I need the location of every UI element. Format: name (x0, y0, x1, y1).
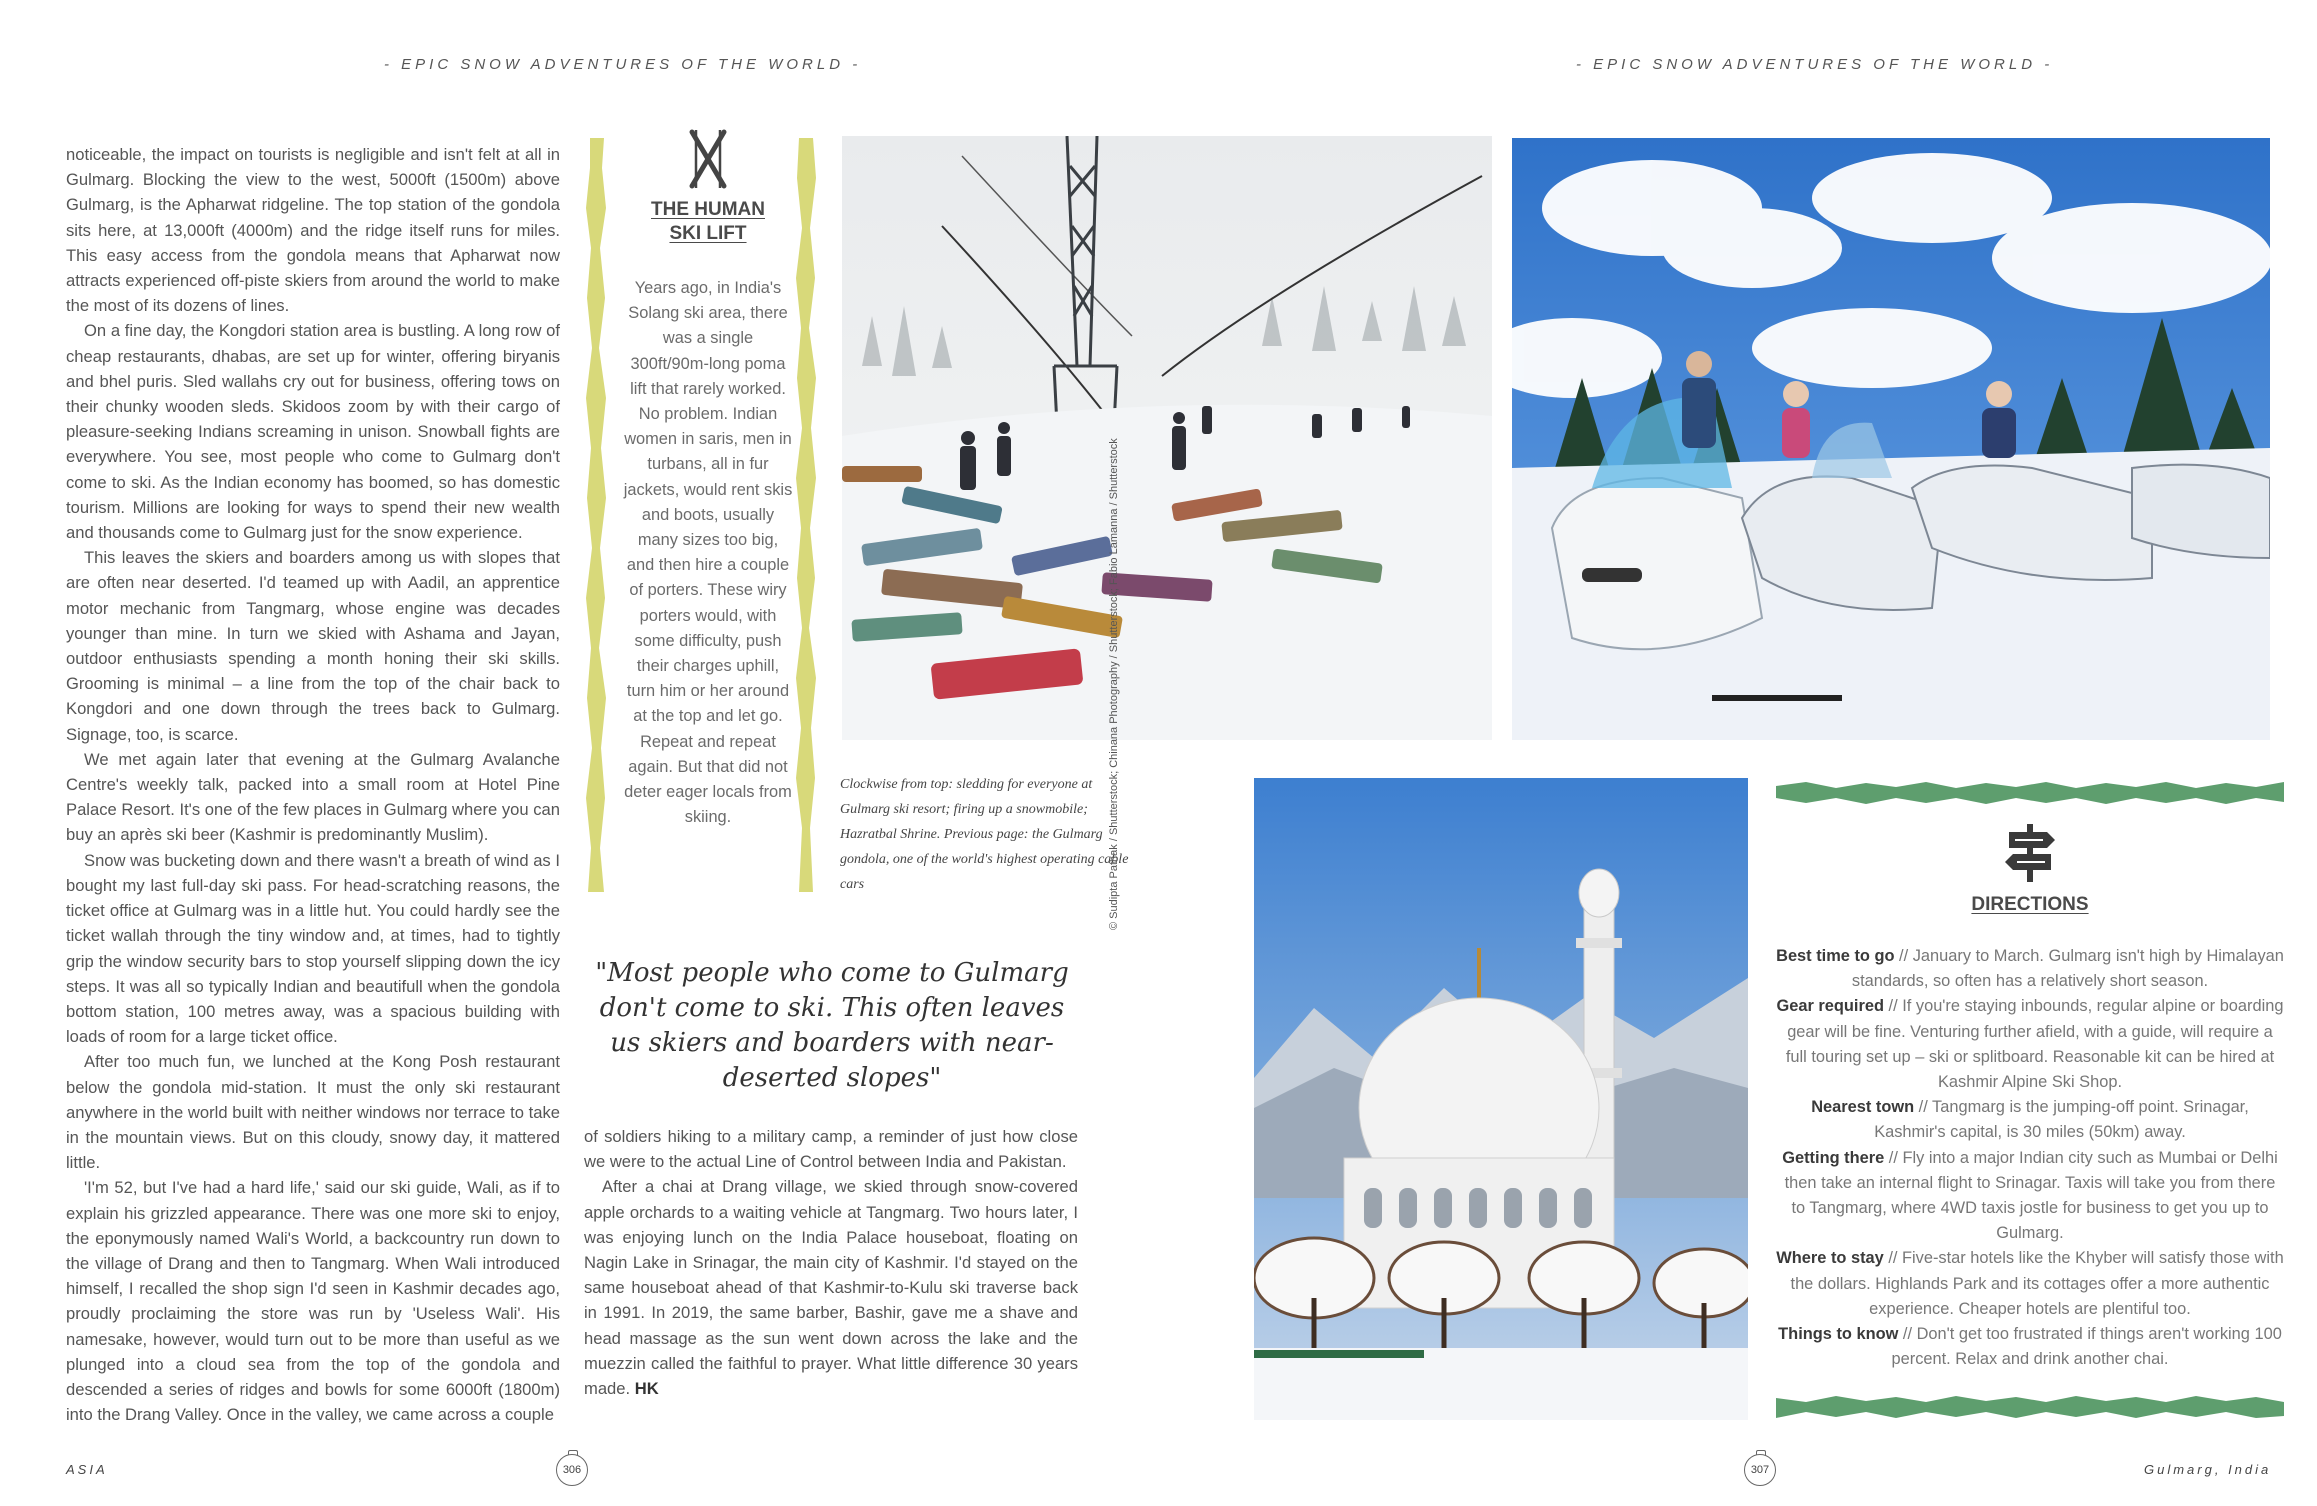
page-number-left: 306 (556, 1454, 588, 1486)
direction-text: // If you're staying inbounds, regular alpine or boarding gear will be fine. Venturing further afield, with a guide, will require a full touring set up – ski or splitboard. Reasonable kit can be hired at Kashmir Alpine Ski Shop. (1785, 997, 2284, 1092)
direction-text: // January to March. Gulmarg isn't high by Himalayan standards, so often has a relatively short season. (1851, 947, 2284, 991)
signpost-icon (2003, 824, 2057, 882)
paragraph: On a fine day, the Kongdori station area is bustling. A long row of cheap restaurants, dhabas, are set up for winter, offering biryanis and bhel puris. Sled wallahs cry out for business, offering tows on their chunky wooden sleds. Skidoos zoom by with their cargo of pleasure-seeking Indians screaming in unison. Snowball fights are everywhere. You see, most people who come to Gulmarg don't come to ski. As the Indian economy has boomed, so has domestic tourism. Millions are looking for ways to spend their new wealth and thousands come to Gulmarg just for the snow experience. (66, 321, 560, 543)
running-head-left: - EPIC SNOW ADVENTURES OF THE WORLD - (384, 56, 862, 73)
direction-item (1776, 1246, 2284, 1322)
direction-label: Things to know (1778, 1325, 1899, 1344)
sidebar-border-left (584, 138, 608, 892)
photo-hazratbal-shrine (1254, 778, 1748, 1420)
directions-border-bottom (1776, 1394, 2284, 1420)
running-head-right: - EPIC SNOW ADVENTURES OF THE WORLD - (1576, 56, 2054, 73)
direction-label: Nearest town (1811, 1098, 1915, 1117)
crossed-skis-icon (608, 128, 808, 192)
direction-label: Gear required (1776, 997, 1884, 1016)
sidebar-title-line: THE HUMAN (651, 199, 765, 220)
paragraph: 'I'm 52, but I've had a hard life,' said our ski guide, Wali, as if to explain his grizzled appearance. There was one more ski to enjoy, the eponymously named Wali's World, a backcountry run down to the village of Drang and then to Tangmarg. When Wali introduced himself, I recalled the shop sign I'd seen in Kashmir decades ago, proudly proclaiming the store was run by 'Useless Wali'. His namesake, however, would turn out to be more than useful as we plunged into a cloud sea from the top of the gondola and descended a series of ridges and bowls for some 6000ft (1800m) into the Drang Valley. Once in the valley, we came across a couple (66, 1178, 560, 1425)
sidebar-text: Years ago, in India's Solang ski area, there was a single 300ft/90m-long poma lift that rarely worked. No problem. Indian women in saris, men in turbans, all in fur jackets, would rent skis and boots, usually many sizes too big, and then hire a couple of porters. These wiry porters would, with some difficulty, push their charges uphill, turn him or her around at the top and let go. Repeat and repeat again. But that did not deter eager locals from skiing. (623, 279, 793, 827)
main-column-1 (66, 142, 560, 1427)
direction-text: // Tangmarg is the jumping-off point. Srinagar, Kashmir's capital, is 30 miles (50km) away. (1874, 1098, 2249, 1142)
footer-location-label: Gulmarg, India (2144, 1462, 2272, 1477)
direction-text: // Don't get too frustrated if things aren't working 100 percent. Relax and drink another chai. (1891, 1325, 2282, 1369)
pull-quote: "Most people who come to Gulmarg don't come to ski. This often leaves us skiers and boarders with near-deserted slopes" (595, 958, 1069, 1093)
sidebar-human-ski-lift (608, 128, 808, 830)
direction-text: // Fly into a major Indian city such as Mumbai or Delhi then take an internal flight to Srinagar. Taxis will take you from there to Tangmarg, where 4WD taxis jostle for business to get you up to Gulmarg. (1784, 1148, 2278, 1243)
footer-section-label: ASIA (66, 1462, 108, 1477)
direction-label: Getting there (1782, 1148, 1885, 1167)
sidebar-title-line: SKI LIFT (669, 223, 747, 244)
paragraph: Snow was bucketing down and there wasn't a breath of wind as I bought my last full-day ski pass. For head-scratching reasons, the ticket office at Gulmarg was in a little hut. You could hardly see the ticket wallah through the tiny window and, at times, had to tightly grip the window security bars to stop yourself slipping down the icy steps. It was all so typically Indian and beautifull when the gondola bottom station, 100 metres away, was a spacious building with loads of room for a large ticket office. (66, 850, 560, 1047)
direction-item (1776, 1146, 2284, 1247)
photo-sledding (842, 136, 1492, 740)
photo-snowmobiles (1512, 138, 2270, 740)
paragraph: We met again later that evening at the Gulmarg Avalanche Centre's weekly talk, packed into a small room at Hotel Pine Palace Resort. It's one of the few places in Gulmarg where you can buy an après ski beer (Kashmir is predominantly Muslim). (66, 749, 560, 845)
direction-label: Where to stay (1776, 1249, 1884, 1268)
photo-credit: © Sudipta Pathak / Shutterstock; Chinana Photography / Shutterstock; Fabio Lamanna / Shutterstock (1108, 438, 1120, 930)
directions-border-top (1776, 780, 2284, 806)
paragraph-text: After a chai at Drang village, we skied through snow-covered apple orchards to a waiting vehicle at Tangmarg. Two hours later, I was enjoying lunch on the India Palace houseboat, floating on Nagin Lake in Srinagar, the main city of Kashmir. I'd stayed on the same houseboat ahead of that Kashmir-to-Kulu ski traverse back in 1991. In 2019, the same barber, Bashir, gave me a shave and head massage as the sun went down across the lake and the muezzin called the faithful to prayer. What little difference 30 years made. (584, 1177, 1078, 1399)
paragraph: After too much fun, we lunched at the Kong Posh restaurant below the gondola mid-station. It must the only ski restaurant anywhere in the world built with neither windows nor terrace to take in the mountain views. But on this cloudy, snowy day, it mattered little. (66, 1052, 560, 1173)
directions-title: DIRECTIONS (1971, 894, 2089, 915)
direction-item (1776, 944, 2284, 994)
direction-item (1776, 1322, 2284, 1372)
main-column-2 (584, 1124, 1078, 1401)
paragraph: This leaves the skiers and boarders among us with slopes that are often near deserted. I'd teamed up with Aadil, an apprentice motor mechanic from Tangmarg, whose engine was decades younger than mine. In turn we skied with Ashama and Jayan, outdoor enthusiasts spending a month honing their ski skills. Grooming is minimal – a line from the top of the chair back to Kongdori and one down through the trees back to Gulmarg. Signage, too, is scarce. (66, 548, 560, 744)
paragraph: noticeable, the impact on tourists is negligible and isn't felt at all in Gulmarg. Blocking the view to the west, 5000ft (1500m) above Gulmarg, is the Apharwat ridgeline. The top station of the gondola sits here, at 13,000ft (4000m) and the ridge itself runs for miles. This easy access from the gondola means that Apharwat now attracts experienced off-piste skiers from around the world to make the most of its dozens of lines. (66, 145, 560, 316)
paragraph (584, 1174, 1078, 1401)
directions-body (1776, 944, 2284, 1372)
photo-caption: Clockwise from top: sledding for everyone at Gulmarg ski resort; firing up a snowmobile; Hazratbal Shrine. Previous page: the Gulmarg gondola, one of the world's highest operating cable cars (840, 777, 1129, 892)
paragraph: of soldiers hiking to a military camp, a reminder of just how close we were to the actual Line of Control between India and Pakistan. (584, 1127, 1078, 1172)
direction-text: // Five-star hotels like the Khyber will satisfy those with the dollars. Highlands Park and its cottages offer a more authentic experience. Cheaper hotels are plentiful too. (1790, 1249, 2284, 1318)
direction-item (1776, 1095, 2284, 1145)
page-number-right: 307 (1744, 1454, 1776, 1486)
direction-item (1776, 994, 2284, 1095)
author-signoff: HK (634, 1379, 659, 1399)
direction-label: Best time to go (1776, 947, 1895, 965)
sidebar-title (608, 198, 808, 246)
directions-box (1776, 780, 2284, 1420)
